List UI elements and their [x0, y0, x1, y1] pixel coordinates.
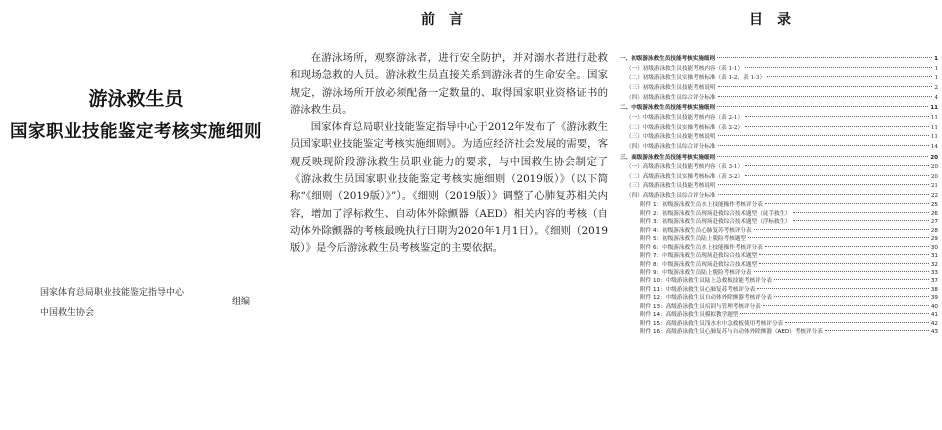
- toc-entry[interactable]: [620, 218, 938, 226]
- toc-entry-page: 20: [930, 154, 938, 161]
- toc-entry-title: （三）高级游泳救生员技能考核说明: [626, 183, 716, 190]
- toc-heading: 目录: [749, 12, 805, 28]
- toc-dot-leader: [718, 86, 933, 87]
- toc-dot-leader: [745, 67, 932, 68]
- cover-compiled-label: 组编: [232, 297, 251, 307]
- toc-dot-leader: [717, 106, 928, 107]
- toc-entry-page: 26: [930, 210, 938, 217]
- toc-dot-leader: [754, 271, 929, 272]
- toc-entry-page: 29: [930, 236, 938, 243]
- toc-entry-page: 1: [934, 65, 938, 72]
- toc-entry-page: 42: [930, 320, 938, 327]
- toc-entry[interactable]: [620, 94, 938, 104]
- toc-entry-page: 22: [930, 192, 938, 199]
- toc-dot-leader: [718, 96, 933, 97]
- toc-entry-title: 附件 10：中级游泳救生员陆上急救板技能考核评分表: [640, 278, 772, 285]
- toc-dot-leader: [785, 322, 929, 323]
- toc-entry-title: 附件 5：初级游泳救生员陆上脱险考核题型: [640, 236, 747, 243]
- toc-dot-leader: [765, 203, 929, 204]
- toc-dot-leader: [718, 135, 929, 136]
- toc-entry[interactable]: [620, 235, 938, 243]
- toc-entry-page: 4: [934, 94, 938, 101]
- toc-entry[interactable]: [620, 261, 938, 269]
- toc-entry-title: （三）中级游泳救生员技能考核说明: [626, 134, 716, 141]
- toc-dot-leader: [748, 237, 929, 238]
- toc-entry-title: 附件 13：高级游泳救生员培训与管理考核评分表: [640, 303, 761, 310]
- toc-entry-page: 2: [934, 84, 938, 91]
- toc-dot-leader: [745, 175, 929, 176]
- toc-entry-title: 附件 15：高级游泳救生员浅水水中急救板使用考核评分表: [640, 320, 784, 327]
- toc-entry[interactable]: [620, 269, 938, 277]
- toc-entry-title: 附件 1：初级游泳救生员水上技能操作考核评分表: [640, 202, 763, 209]
- toc-entry-title: （四）中级游泳救生员综合评分标准: [626, 143, 716, 150]
- toc-dot-leader: [745, 126, 929, 127]
- toc-dot-leader: [717, 57, 932, 58]
- toc-entry-title: 二、中级游泳救生员技能考核实施细则: [620, 105, 716, 112]
- toc-entry-page: 20: [930, 164, 938, 171]
- toc-dot-leader: [718, 194, 929, 195]
- toc-list: [620, 54, 938, 336]
- toc-dot-leader: [765, 246, 929, 247]
- toc-entry-page: 1: [934, 75, 938, 82]
- toc-entry-page: 30: [930, 244, 938, 251]
- toc-entry[interactable]: [620, 74, 938, 84]
- toc-entry[interactable]: [620, 328, 938, 336]
- toc-dot-leader: [740, 313, 928, 314]
- toc-entry[interactable]: [620, 244, 938, 252]
- toc-entry-page: 25: [930, 202, 938, 209]
- toc-dot-leader: [774, 296, 929, 297]
- preface-paragraph-1: 在游泳场所，观察游泳者，进行安全防护，并对溺水者进行赴救和现场急救的人员。游泳救生员直接关系到游泳者的生命安全。国家规定，游泳场所开放必须配备一定数量的、取得国家职业资格证书的游泳救生员。: [290, 52, 608, 116]
- toc-dot-leader: [745, 116, 929, 117]
- toc-entry[interactable]: [620, 277, 938, 285]
- toc-entry-page: 40: [930, 303, 938, 310]
- toc-entry-title: 三、高级游泳救生员技能考核实施细则: [620, 154, 716, 161]
- toc-entry-page: 1: [934, 56, 938, 63]
- toc-entry[interactable]: [620, 294, 938, 302]
- toc-entry[interactable]: [620, 192, 938, 202]
- toc-entry-title: 附件 8：中级游泳救生员现场赴救综合技术题型: [640, 261, 758, 268]
- toc-dot-leader: [793, 212, 929, 213]
- toc-dot-leader: [763, 305, 929, 306]
- toc-entry-title: （四）高级游泳救生员综合评分标准: [626, 192, 716, 199]
- toc-entry[interactable]: [620, 65, 938, 75]
- toc-entry-page: 38: [930, 286, 938, 293]
- toc-dot-leader: [754, 229, 929, 230]
- toc-entry-title: （一）高级游泳救生员技能考核内容（表 3-1）: [626, 164, 744, 171]
- toc-entry[interactable]: [620, 173, 938, 183]
- toc-dot-leader: [745, 165, 929, 166]
- toc-entry-page: 41: [930, 312, 938, 319]
- toc-entry-page: 11: [930, 124, 938, 131]
- toc-dot-leader: [793, 220, 929, 221]
- preface-page: [276, 0, 608, 430]
- toc-entry-page: 32: [930, 261, 938, 268]
- toc-dot-leader: [718, 145, 929, 146]
- toc-entry[interactable]: [620, 133, 938, 143]
- toc-entry[interactable]: [620, 286, 938, 294]
- toc-entry-page: 33: [930, 269, 938, 276]
- cover-title-line2: 国家职业技能鉴定考核实施细则: [10, 122, 262, 142]
- toc-entry-title: （一）中级游泳救生员技能考核内容（表 2-1）: [626, 114, 744, 121]
- toc-entry-title: 附件 12：中级游泳救生员自动体外除颤器考核评分表: [640, 295, 772, 302]
- toc-dot-leader: [767, 76, 932, 77]
- toc-entry-title: （二）中级游泳救生员实操考核标准（表 2-2）: [626, 124, 744, 131]
- toc-entry-title: 附件 6：中级游泳救生员水上技能操作考核评分表: [640, 244, 763, 251]
- toc-entry[interactable]: [620, 124, 938, 134]
- toc-entry[interactable]: [620, 84, 938, 94]
- toc-entry[interactable]: [620, 163, 938, 173]
- toc-entry-title: （二）初级游泳救生员实操考核标准（表 1-2、表 1-3）: [626, 75, 766, 82]
- toc-entry-title: 附件 14：高级游泳救生员模拟教学题型: [640, 312, 739, 319]
- preface-paragraph-2: 国家体育总局职业技能鉴定指导中心于2012年发布了《游泳救生员国家职业技能鉴定考核实施细则》。为适应经济社会发展的需要，客观反映现阶段游泳救生员职业能力的要求，与中国救生协会制定了《游泳救生员国家职业技能鉴定考核实施细则（2019版）》（以下简称“《细则（2019版）》”）。《细则（2019版）》调整了心肺复苏相关内容，增加了浮标救生、自动体外除颤器（AED）相关内容的考核（自动体外除颤器的考核最晚执行日期为2020年1月1日）。《细则（2019版）》是今后游泳救生员考核鉴定的主要依据。: [290, 121, 608, 255]
- cover-page: [0, 0, 272, 430]
- toc-entry[interactable]: [620, 320, 938, 328]
- toc-dot-leader: [717, 156, 928, 157]
- toc-entry-title: （三）初级游泳救生员技能考核说明: [626, 84, 716, 91]
- toc-dot-leader: [759, 263, 929, 264]
- toc-entry-page: 28: [930, 227, 938, 234]
- toc-entry-title: 附件 16：高级游泳救生员心肺复苏与自动体外除颤器（AED）考核评分表: [640, 329, 823, 336]
- toc-entry-page: 11: [930, 105, 938, 112]
- cover-title-line1: 游泳救生员: [88, 88, 184, 110]
- toc-entry-title: （四）初级游泳救生员综合评分标准: [626, 94, 716, 101]
- toc-dot-leader: [759, 254, 929, 255]
- toc-entry-title: （二）高级游泳救生员实操考核标准（表 3-2）: [626, 173, 744, 180]
- toc-entry-title: 一、初级游泳救生员技能考核实施细则: [620, 56, 716, 63]
- toc-entry[interactable]: [620, 143, 938, 153]
- toc-entry-page: 21: [930, 183, 938, 190]
- toc-entry-page: 11: [930, 134, 938, 141]
- preface-body: [290, 50, 608, 258]
- cover-organization-2: 中国救生协会: [40, 308, 95, 318]
- toc-entry[interactable]: [620, 303, 938, 311]
- toc-entry-page: 43: [930, 329, 938, 336]
- toc-entry-page: 37: [930, 278, 938, 285]
- toc-entry-page: 27: [930, 219, 938, 226]
- toc-entry-title: 附件 3：初级游泳救生员现场赴救综合技术题型（浮标救生）: [640, 219, 791, 226]
- toc-entry-title: 附件 11：中级游泳救生员心肺复苏考核评分表: [640, 286, 756, 293]
- toc-page: [612, 0, 942, 430]
- toc-dot-leader: [718, 184, 929, 185]
- preface-heading: 前言: [421, 12, 477, 28]
- toc-entry-title: 附件 7：中级游泳救生员现场赴救综合技术题型: [640, 253, 758, 260]
- toc-entry-page: 39: [930, 295, 938, 302]
- toc-entry[interactable]: [620, 154, 938, 164]
- toc-entry[interactable]: [620, 201, 938, 209]
- toc-entry[interactable]: [620, 210, 938, 218]
- toc-entry[interactable]: [620, 55, 938, 65]
- toc-entry-title: 附件 4：初级游泳救生员心肺复苏考核评分表: [640, 227, 752, 234]
- toc-entry[interactable]: [620, 104, 938, 114]
- toc-entry-title: （一）初级游泳救生员技能考核内容（表 1-1）: [626, 65, 744, 72]
- toc-entry-page: 20: [930, 173, 938, 180]
- toc-entry[interactable]: [620, 252, 938, 260]
- toc-entry[interactable]: [620, 114, 938, 124]
- toc-entry-page: 11: [930, 114, 938, 121]
- cover-organization-1: 国家体育总局职业技能鉴定指导中心: [40, 288, 185, 298]
- toc-entry-title: 附件 9：中级游泳救生员陆上脱险考核评分表: [640, 269, 752, 276]
- toc-dot-leader: [774, 279, 929, 280]
- toc-entry[interactable]: [620, 311, 938, 319]
- toc-dot-leader: [757, 288, 929, 289]
- toc-entry-page: 14: [930, 143, 938, 150]
- toc-entry[interactable]: [620, 227, 938, 235]
- toc-entry-title: 附件 2：初级游泳救生员现场赴救综合技术题型（徒手救生）: [640, 210, 791, 217]
- toc-entry[interactable]: [620, 182, 938, 192]
- toc-dot-leader: [825, 330, 929, 331]
- toc-entry-page: 31: [930, 253, 938, 260]
